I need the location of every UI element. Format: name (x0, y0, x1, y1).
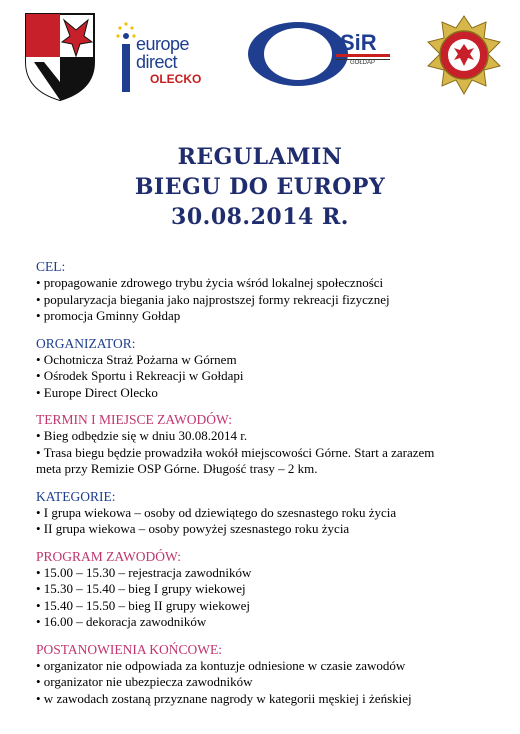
list-item: • organizator nie odpowiada za kontuzje odniesione w czasie zawodów (36, 657, 406, 673)
list-item: • Ośrodek Sportu i Rekreacji w Gołdapi (36, 368, 244, 383)
document-title (0, 142, 520, 232)
sir-goldap-logo (246, 20, 394, 90)
list-item: • II grupa wiekowa – osoby powyżej szesnastego roku życia (36, 521, 350, 536)
section-program (36, 548, 506, 631)
section-heading: POSTANOWIENIA KOŃCOWE: (36, 641, 223, 657)
title-line-3: 30.08.2014 R. (171, 204, 349, 230)
list-item: • 15.30 – 15.40 – bieg I grupy wiekowej (36, 581, 246, 596)
section-heading: CEL: (36, 259, 66, 274)
list-item: • Europe Direct Olecko (36, 384, 158, 400)
section-organizator (36, 335, 506, 402)
coat-of-arms-logo (24, 12, 96, 102)
list-item: • 15.00 – 15.30 – rejestracja zawodników (36, 564, 252, 580)
list-item: • popularyzacja biegania jako najprostszej formy rekreacji fizycznej (36, 291, 390, 307)
logo-bar (0, 0, 520, 110)
list-item: • I grupa wiekowa – osoby od dziewiątego do szesnastego roku życia (36, 504, 397, 520)
section-heading: PROGRAM ZAWODÓW: (36, 548, 182, 564)
section-heading: TERMIN I MIEJSCE ZAWODÓW: (36, 412, 233, 427)
section-postanowienia (36, 641, 506, 708)
sir-sub: GOŁDAP (350, 60, 376, 66)
europe-direct-line3: OLECKO (150, 72, 202, 86)
europe-direct-line2: direct (136, 52, 178, 72)
section-heading: KATEGORIE: (36, 488, 116, 504)
list-item: • 16.00 – dekoracja zawodników (36, 614, 207, 629)
title-line-1: REGULAMIN (177, 144, 343, 170)
title-line-2: BIEGU DO EUROPY (134, 174, 386, 200)
list-item: • organizator nie ubezpiecza zawodników (36, 674, 253, 689)
list-item: • Ochotnicza Straż Pożarna w Górnem (36, 351, 237, 367)
list-item: • propagowanie zdrowego trybu życia wśród lokalnej społeczności (36, 275, 384, 290)
osp-badge-logo (426, 14, 502, 96)
section-kategorie (36, 488, 506, 538)
europe-direct-line1: europe (136, 34, 190, 54)
section-termin (36, 411, 506, 478)
list-item: • Trasa biegu będzie prowadziła wokół miejscowości Górne. Start a zarazem (36, 444, 435, 460)
list-item: meta przy Remizie OSP Górne. Długość trasy – 2 km. (36, 461, 318, 476)
list-item: • 15.40 – 15.50 – bieg II grupy wiekowej (36, 597, 250, 613)
section-cel (36, 258, 506, 325)
section-heading: ORGANIZATOR: (36, 335, 136, 351)
eu-stars-icon (116, 18, 138, 98)
list-item: • w zawodach zostaną przyznane nagrody w kategorii męskiej i żeńskiej (36, 690, 412, 706)
list-item: • promocja Gminny Gołdap (36, 308, 181, 323)
europe-direct-logo (116, 18, 216, 98)
regulations-content (36, 258, 506, 717)
sir-mark: SiR (340, 30, 377, 55)
list-item: • Bieg odbędzie się w dniu 30.08.2014 r. (36, 428, 248, 443)
